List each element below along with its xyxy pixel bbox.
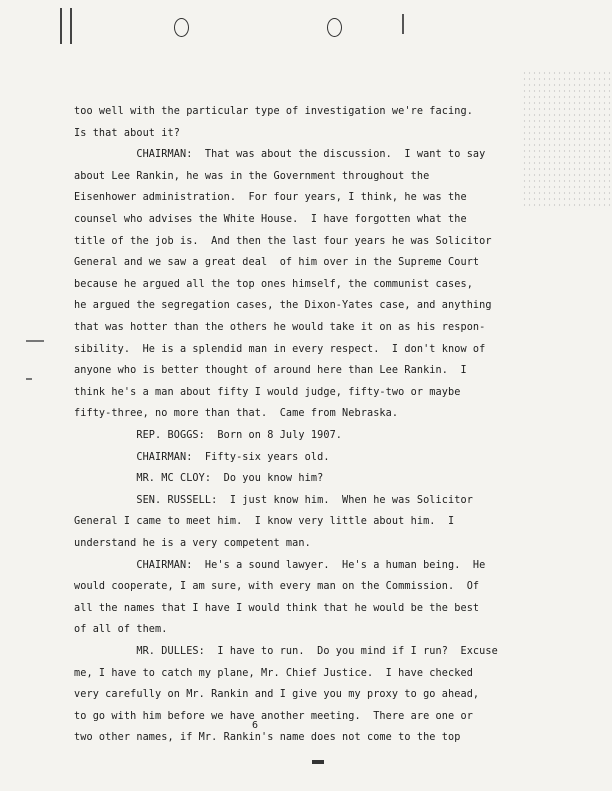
scan-noise [522, 70, 612, 210]
text-line: all the names that I have I would think that he would be the best [74, 602, 480, 614]
text-line: anyone who is better thought of around here than Lee Rankin. I [74, 365, 467, 377]
handwritten-mark [56, 8, 78, 46]
text-line: Eisenhower administration. For four years, I think, he was the [74, 192, 467, 204]
bottom-mark [312, 760, 324, 764]
text-line: General I came to meet him. I know very little about him. I [74, 516, 455, 528]
text-line: to go with him before we have another meeting. There are one or [74, 710, 473, 722]
punch-hole [327, 18, 342, 37]
text-line: he argued the segregation cases, the Dixon-Yates case, and anything [74, 300, 492, 312]
text-line: two other names, if Mr. Rankin's name does not come to the top [74, 732, 461, 744]
text-line: Is that about it? [74, 127, 180, 139]
text-line: me, I have to catch my plane, Mr. Chief Justice. I have checked [74, 667, 473, 679]
text-line: sibility. He is a splendid man in every respect. I don't know of [74, 343, 486, 355]
punch-hole [174, 18, 189, 37]
text-line: MR. MC CLOY: Do you know him? [74, 473, 324, 485]
text-line: title of the job is. And then the last four years he was Solicitor [74, 235, 492, 247]
text-line: counsel who advises the White House. I have forgotten what the [74, 214, 467, 225]
text-line: CHAIRMAN: That was about the discussion. I want to say [74, 149, 486, 161]
text-line: about Lee Rankin, he was in the Government throughout the [74, 170, 430, 182]
text-line: because he argued all the top ones himself, the communist cases, [74, 278, 473, 290]
text-line: think he's a man about fifty I would judge, fifty-two or maybe [74, 386, 461, 398]
text-line: CHAIRMAN: Fifty-six years old. [74, 451, 330, 463]
text-line: MR. DULLES: I have to run. Do you mind if I run? Excuse [74, 646, 498, 657]
text-line: very carefully on Mr. Rankin and I give you my proxy to go ahead, [74, 689, 480, 701]
text-line: SEN. RUSSELL: I just know him. When he was Solicitor [74, 494, 473, 506]
text-line: fifty-three, no more than that. Came from Nebraska. [74, 408, 399, 420]
text-line: CHAIRMAN: He's a sound lawyer. He's a human being. He [74, 559, 486, 571]
text-line: would cooperate, I am sure, with every man on the Commission. Of [74, 581, 480, 593]
text-line: understand he is a very competent man. [74, 538, 311, 549]
text-line: that was hotter than the others he would take it on as his respon- [74, 322, 486, 333]
text-line: too well with the particular type of investigation we're facing. [74, 106, 473, 117]
margin-mark [26, 378, 32, 380]
margin-tick [402, 14, 404, 34]
margin-mark [26, 340, 44, 342]
text-line: REP. BOGGS: Born on 8 July 1907. [74, 430, 343, 441]
page-number: 6 [252, 720, 259, 731]
text-line: of all of them. [74, 624, 168, 636]
text-line: General and we saw a great deal of him over in the Supreme Court [74, 257, 480, 269]
